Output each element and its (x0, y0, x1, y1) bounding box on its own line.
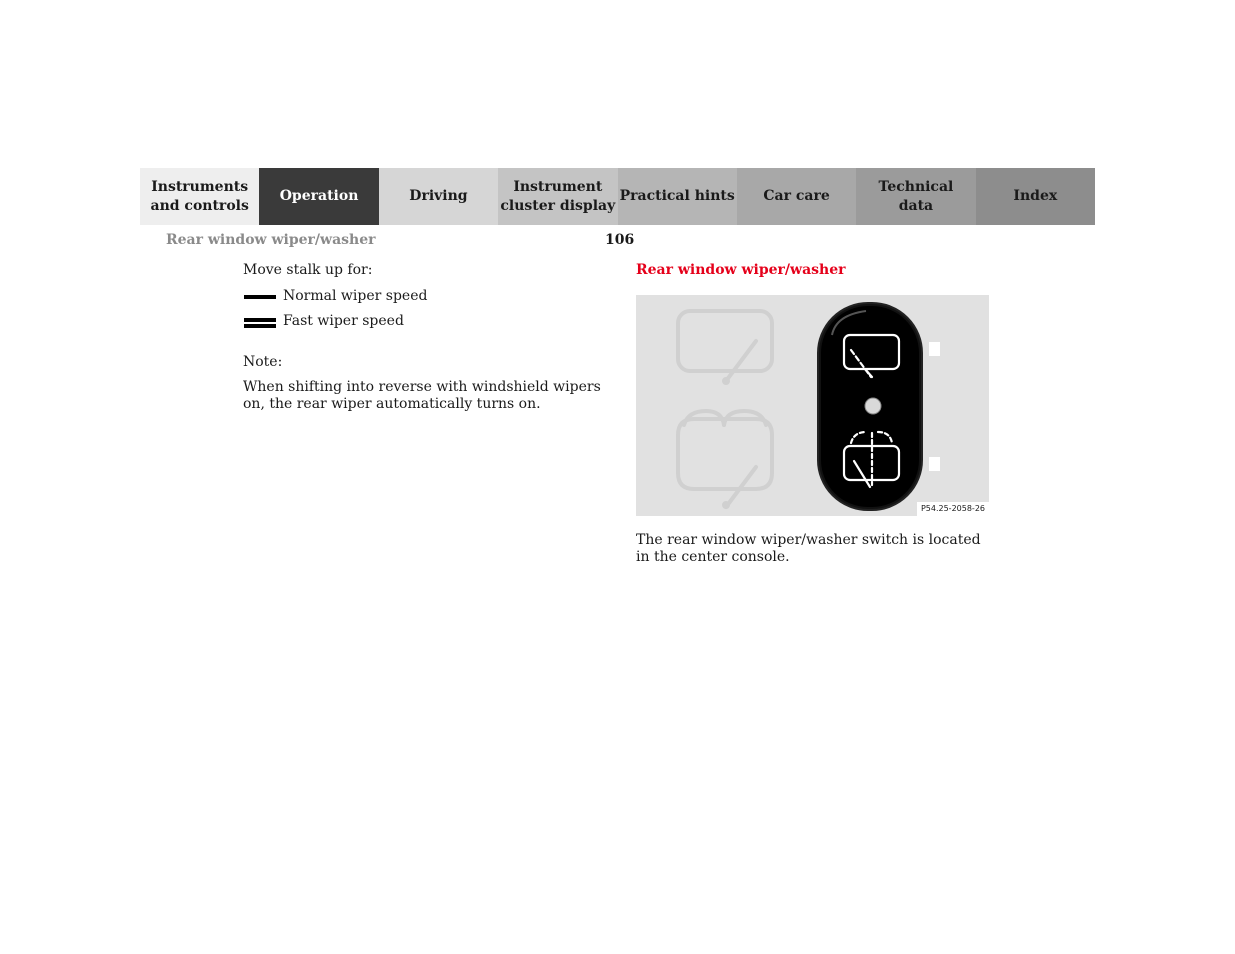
speed-item-fast (243, 313, 603, 330)
chapter-nav (140, 168, 1095, 225)
figure-title: Rear window wiper/washer (636, 262, 846, 278)
callout-marker-2 (929, 457, 940, 471)
tab-driving[interactable]: Driving (379, 168, 498, 225)
faint-rear-washer-icon (678, 419, 772, 489)
tab-index[interactable]: Index (976, 168, 1095, 225)
section-header: Rear window wiper/washer (166, 232, 376, 248)
rocker-switch (818, 303, 922, 510)
left-column (243, 262, 603, 413)
wiper-switch-illustration (636, 295, 989, 516)
double-bar-icon (244, 313, 277, 330)
page-number: 106 (605, 232, 635, 248)
tab-car-care[interactable]: Car care (737, 168, 856, 225)
tab-technical-data[interactable]: Technical data (856, 168, 975, 225)
single-bar-icon (244, 288, 277, 305)
tab-operation[interactable]: Operation (259, 168, 378, 225)
note-label: Note: (243, 354, 283, 370)
note-text: When shifting into reverse with windshield wipers on, the rear wiper automatically turns on. (243, 379, 601, 412)
speed-item-normal (243, 288, 603, 305)
center-knob (865, 398, 881, 414)
figure-caption: The rear window wiper/washer switch is located in the center console. (636, 532, 981, 565)
speed-label: Fast wiper speed (283, 313, 404, 329)
speed-label: Normal wiper speed (283, 288, 428, 304)
figure-code: P54.25-2058-26 (917, 502, 989, 516)
tab-instruments-and-controls[interactable]: Instruments and controls (140, 168, 259, 225)
tab-practical-hints[interactable]: Practical hints (618, 168, 737, 225)
tab-instrument-cluster-display[interactable]: Instrument cluster display (498, 168, 617, 225)
intro-text: Move stalk up for: (243, 262, 373, 278)
callout-marker-1 (929, 342, 940, 356)
